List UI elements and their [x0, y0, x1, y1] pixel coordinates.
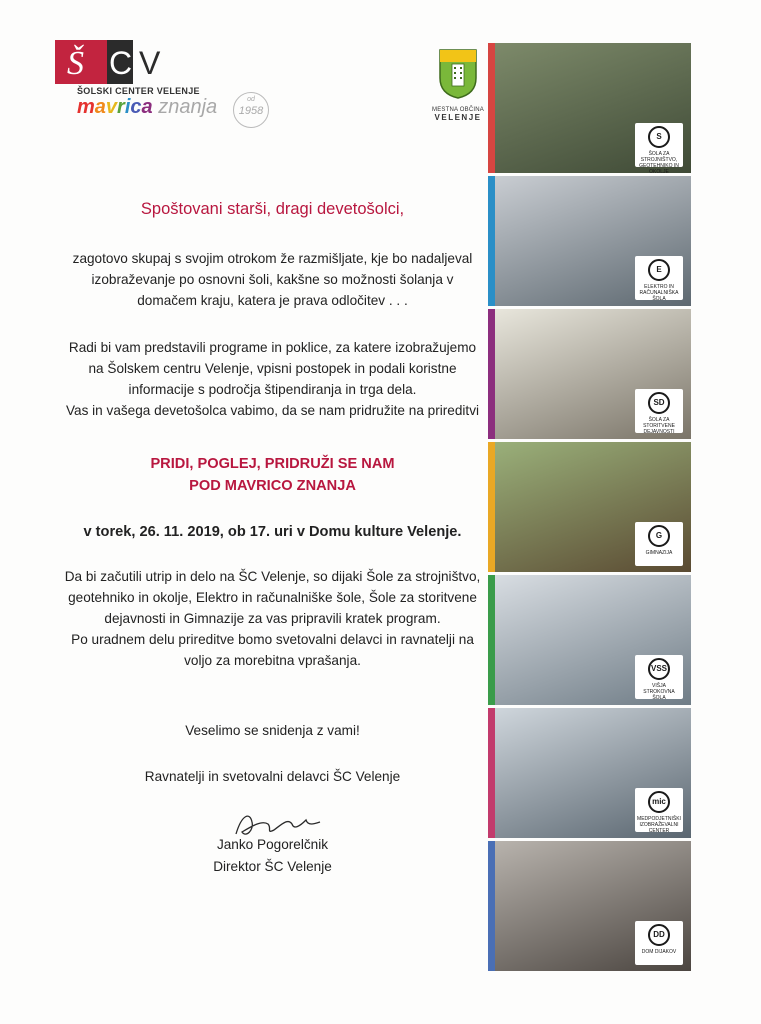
scv-logo-mark	[55, 40, 185, 84]
paragraph-programs-text: Radi bi vam predstavili programe in poklice, za katere izobražujemo na Šolskem centru Velenje, vpisni postopek in podali koristne informacije s področja štipendiranja in trga dela.	[68, 340, 477, 397]
school-badge-icon: SD	[648, 392, 670, 414]
event-date: v torek, 26. 11. 2019, ob 17. uri v Domu kulture Velenje.	[83, 524, 462, 540]
school-badge-label: ŠOLA ZA STROJNIŠTVO, GEOTEHNIKO IN OKOLJE	[639, 151, 679, 173]
paragraph-program-text: Da bi začutili utrip in delo na ŠC Velenje, so dijaki Šole za strojništvo, geotehniko in okolje, Elektro in računalniške šole, Šole za storitvene dejavnosti in Gimnazije za vas pripravili kratek program.	[64, 569, 481, 626]
school-photo-panel	[488, 575, 691, 705]
svg-text:V: V	[139, 45, 161, 81]
paragraph-program	[60, 566, 485, 671]
school-photo-panel	[488, 442, 691, 572]
school-photo-panel	[488, 708, 691, 838]
school-photo-panel	[488, 43, 691, 173]
panel-color-accent	[488, 841, 495, 971]
school-name: ŠOLSKI CENTER VELENJE	[77, 86, 200, 96]
school-photo-panel	[488, 841, 691, 971]
school-badge-icon: mic	[648, 791, 670, 813]
founded-seal	[233, 92, 269, 128]
headline-line1: PRIDI, POGLEJ, PRIDRUŽI SE NAM	[150, 456, 395, 472]
paragraph-intro-text: zagotovo skupaj s svojim otrokom že razmišljate, kje bo nadaljeval izobraževanje po osnovni šoli, kakšne so možnosti šolanja v domačem kraju, katera je prava odločitev . . .	[72, 251, 473, 308]
school-badge-label: GIMNAZIJA	[645, 550, 673, 556]
panel-color-accent	[488, 442, 495, 572]
panel-color-accent	[488, 708, 495, 838]
school-photo-strip	[488, 43, 691, 971]
panel-color-accent	[488, 176, 495, 306]
school-badge-label: DOM DIJAKOV	[641, 949, 677, 955]
school-badge-icon: DD	[648, 924, 670, 946]
school-badge	[635, 655, 683, 699]
school-badge-icon: VSS	[648, 658, 670, 680]
event-headline	[60, 453, 485, 497]
signatory-name: Janko Pogorelčnik	[216, 837, 329, 852]
school-badge-icon: G	[648, 525, 670, 547]
slogan-word-mavrica: mavrica	[77, 96, 153, 118]
school-badge-label: MEDPODJETNIŠKI IZOBRAŽEVALNI CENTER	[637, 816, 681, 834]
municipality-line1: MESTNA OBČINA	[432, 107, 484, 113]
signatory-title: Direktor ŠC Velenje	[213, 859, 332, 874]
closing-signoff: Ravnatelji in svetovalni delavci ŠC Velenje	[144, 769, 401, 784]
paragraph-counselors-text: Po uradnem delu prireditve bomo svetovalni delavci in ravnatelji na voljo za morebitna vprašanja.	[71, 632, 474, 668]
headline-line2: POD MAVRICO ZNANJA	[189, 478, 356, 494]
panel-color-accent	[488, 309, 495, 439]
school-badge	[635, 522, 683, 566]
school-badge-icon: S	[648, 126, 670, 148]
velenje-coat-of-arms-icon	[438, 48, 478, 100]
paragraph-invite-text: Vas in vašega devetošolca vabimo, da se nam pridružite na prireditvi	[65, 403, 480, 418]
school-badge	[635, 788, 683, 832]
school-badge-label: ELEKTRO IN RAČUNALNIŠKA ŠOLA	[639, 284, 679, 302]
greeting: Spoštovani starši, dragi devetošolci,	[140, 200, 405, 218]
school-logo	[55, 40, 295, 130]
school-photo-panel	[488, 176, 691, 306]
paragraph-intro	[60, 248, 485, 311]
closing-line: Veselimo se snidenja z vami!	[185, 723, 360, 738]
paragraph-programs	[60, 337, 485, 421]
school-badge-label: VIŠJA STROKOVNA ŠOLA	[643, 683, 675, 701]
svg-text:C: C	[109, 45, 133, 81]
slogan	[77, 96, 217, 119]
svg-text:Š: Š	[67, 45, 84, 82]
seal-prefix: od	[247, 96, 255, 103]
school-photo-panel	[488, 309, 691, 439]
school-badge-label: ŠOLA ZA STORITVENE DEJAVNOSTI	[643, 417, 675, 435]
school-badge	[635, 389, 683, 433]
municipality-crest	[430, 48, 486, 128]
seal-year: 1958	[238, 105, 264, 117]
slogan-word-znanja: znanja	[158, 96, 218, 118]
panel-color-accent	[488, 575, 495, 705]
panel-color-accent	[488, 43, 495, 173]
municipality-line2: VELENJE	[434, 113, 482, 122]
school-badge	[635, 921, 683, 965]
school-badge-icon: E	[648, 259, 670, 281]
school-badge	[635, 256, 683, 300]
school-badge	[635, 123, 683, 173]
